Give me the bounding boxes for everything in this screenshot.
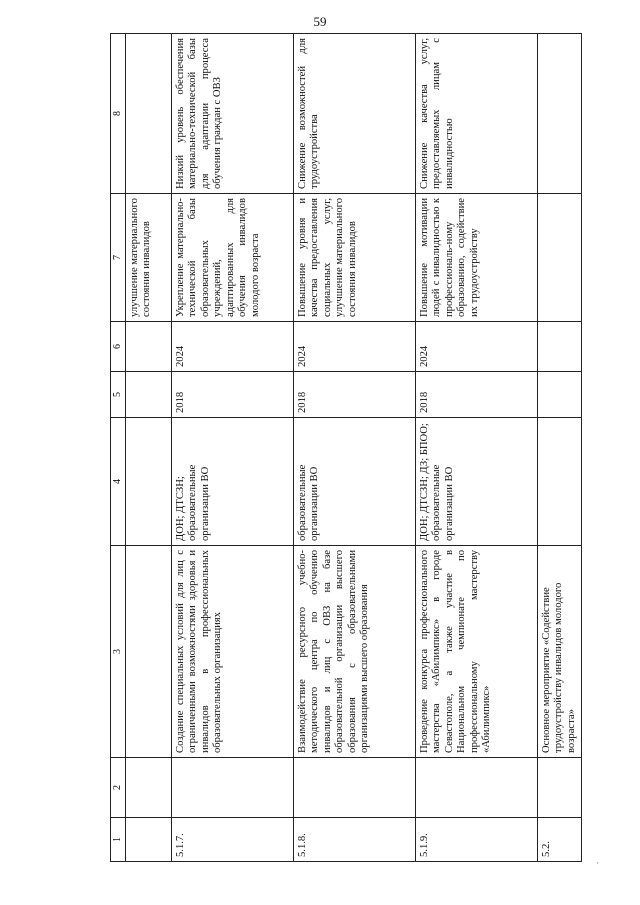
cell-blank [537, 758, 582, 818]
column-number-row [111, 34, 126, 862]
cell-consequences: Снижение возможностей для трудоустройства [293, 34, 415, 194]
cell-end-year: 2024 [415, 322, 537, 372]
cell-start-year [537, 372, 582, 418]
cell-measure: Создание специальных условий для лиц с ограниченными возможностями здоровья и инвалидов в профессиональных образовательных организациях [171, 546, 293, 758]
scan-speck: · [596, 858, 599, 868]
cell-executors [537, 418, 582, 546]
cell-consequences [125, 34, 171, 194]
cell-start-year: 2018 [171, 372, 293, 418]
cell-expected-result: Повышение мотивации людей с инвалидностью к профессиональ-ному образованию, содействие их трудоустройству [415, 194, 537, 322]
cell-number: 5.1.8. [293, 818, 415, 862]
measures-table [110, 33, 582, 862]
cell-measure: Проведение конкурса профессионального мастерства «Абилимпикс» в городе Севастополе, а также участие в Национальном чемпионате по профессиональному мастерству «Абилимпикс» [415, 546, 537, 758]
cell-expected-result: улучшение материального состояния инвалидов [125, 194, 171, 322]
page-number: 59 [313, 14, 327, 29]
table-row [537, 34, 582, 862]
column-number: 1 [111, 818, 126, 862]
table-row [125, 34, 171, 862]
cell-consequences [537, 34, 582, 194]
rotated-table-wrapper [110, 34, 580, 862]
cell-consequences: Снижение качества услуг, предоставляемых лицам с инвалидностью [415, 34, 537, 194]
table-row [415, 34, 537, 862]
cell-blank [415, 758, 537, 818]
cell-executors: ДОН; ДТСЗН; ДЗ; БПОО; образовательные организации ВО [415, 418, 537, 546]
cell-number: 5.2. [537, 818, 582, 862]
cell-number: 5.1.9. [415, 818, 537, 862]
cell-end-year [537, 322, 582, 372]
cell-end-year: 2024 [293, 322, 415, 372]
cell-expected-result: Укрепление материально-технической базы образовательных учреждений, адаптированных для обучения инвалидов молодого возраста [171, 194, 293, 322]
column-number: 7 [111, 194, 126, 322]
cell-executors: образовательные организации ВО [293, 418, 415, 546]
column-number: 3 [111, 546, 126, 758]
column-number: 6 [111, 322, 126, 372]
cell-number: 5.1.7. [171, 818, 293, 862]
table-row [293, 34, 415, 862]
cell-executors: ДОН; ДТСЗН; образовательные организации ВО [171, 418, 293, 546]
cell-number [125, 818, 171, 862]
cell-blank [171, 758, 293, 818]
cell-start-year: 2018 [293, 372, 415, 418]
cell-end-year [125, 322, 171, 372]
cell-executors [125, 418, 171, 546]
cell-expected-result [537, 194, 582, 322]
cell-start-year [125, 372, 171, 418]
cell-blank [125, 758, 171, 818]
cell-measure: Основное мероприятие «Содействие трудоустройству инвалидов молодого возраста» [537, 546, 582, 758]
table-row [171, 34, 293, 862]
cell-expected-result: Повышение уровня и качества предоставления социальных услуг, улучшение материального состояния инвалидов [293, 194, 415, 322]
cell-consequences: Низкий уровень обеспечения материально-технической базы для адаптации процесса обучения граждан с ОВЗ [171, 34, 293, 194]
column-number: 4 [111, 418, 126, 546]
column-number: 5 [111, 372, 126, 418]
cell-end-year: 2024 [171, 322, 293, 372]
cell-measure: Взаимодействие ресурсного учебно-методического центра по обучению инвалидов и лиц с ОВЗ на базе образовательной организации высшего образования с образовательными организациями высшего образования [293, 546, 415, 758]
cell-start-year: 2018 [415, 372, 537, 418]
column-number: 2 [111, 758, 126, 818]
column-number: 8 [111, 34, 126, 194]
cell-blank [293, 758, 415, 818]
cell-measure [125, 546, 171, 758]
